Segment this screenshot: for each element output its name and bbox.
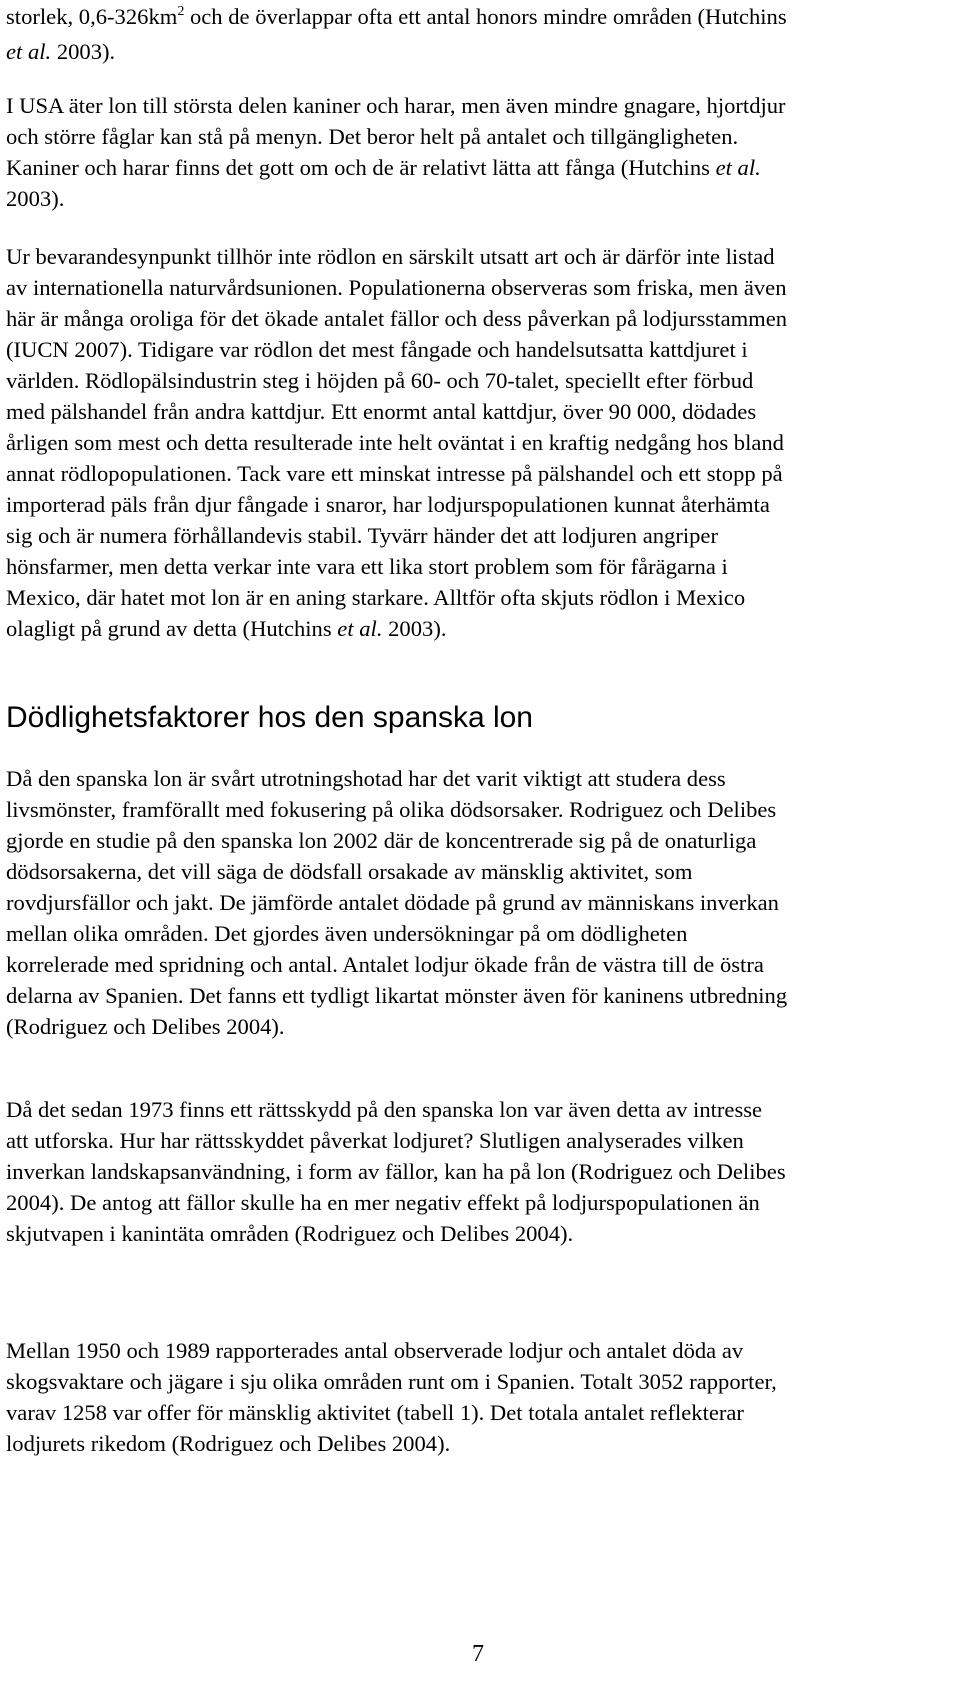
text-line: Då det sedan 1973 finns ett rättsskydd på den spanska lon var även detta av intresse (6, 1097, 763, 1122)
text-line: lodjurets rikedom (Rodriguez och Delibes 2004). (6, 1431, 451, 1456)
text-line: sig och är numera förhållandevis stabil. Tyvärr händer det att lodjuren angriper (6, 523, 718, 548)
text-line: skogsvaktare och jägare i sju olika områden runt om i Spanien. Totalt 3052 rapporter, (6, 1369, 777, 1394)
text-line: Då den spanska lon är svårt utrotningshotad har det varit viktigt att studera dess (6, 766, 726, 791)
section-heading: Dödlighetsfaktorer hos den spanska lon (6, 701, 533, 734)
text-line: av internationella naturvårdsunionen. Populationerna observeras som friska, men även (6, 275, 787, 300)
text-line: här är många oroliga för det ökade antalet fällor och dess påverkan på lodjursstammen (6, 306, 788, 331)
text-line (6, 613, 787, 644)
text-line: Mellan 1950 och 1989 rapporterades antal observerade lodjur och antalet döda av (6, 1338, 744, 1363)
text-line: skjutvapen i kanintäta områden (Rodriguez och Delibes 2004). (6, 1221, 574, 1246)
text-line: annat rödlopopulationen. Tack vare ett minskat intresse på pälshandel och ett stopp på (6, 461, 783, 486)
text-line: (IUCN 2007). Tidigare var rödlon det mest fångade och handelsutsatta kattdjuret i (6, 337, 748, 362)
text-line: Ur bevarandesynpunkt tillhör inte rödlon en särskilt utsatt art och är därför inte listad (6, 244, 775, 269)
text-line: I USA äter lon till största delen kaniner och harar, men även mindre gnagare, hjortdjur (6, 93, 786, 118)
text-line: mellan olika områden. Det gjordes även undersökningar på om dödligheten (6, 921, 688, 946)
text-segment: olagligt på grund av detta (Hutchins (6, 616, 338, 641)
text-line: att utforska. Hur har rättsskyddet påverkat lodjuret? Slutligen analyserades vilken (6, 1128, 744, 1153)
text-line (6, 36, 787, 67)
text-segment: storlek, 0,6-326km (6, 4, 178, 29)
text-line: (Rodriguez och Delibes 2004). (6, 1014, 285, 1039)
paragraph-4 (6, 763, 787, 1042)
superscript: 2 (177, 4, 185, 19)
text-line: Mexico, där hatet mot lon är en aning starkare. Alltför ofta skjuts rödlon i Mexico (6, 585, 746, 610)
paragraph-1 (6, 1, 787, 67)
text-line: världen. Rödlopälsindustrin steg i höjden på 60- och 70-talet, speciellt efter förbud (6, 368, 754, 393)
text-line: 2004). De antog att fällor skulle ha en mer negativ effekt på lodjurspopulationen än (6, 1190, 760, 1215)
paragraph-6 (6, 1335, 777, 1459)
italic-text: et al. (6, 39, 52, 64)
text-line: årligen som mest och detta resulterade inte helt oväntat i en kraftig nedgång hos bland (6, 430, 784, 455)
paragraph-3 (6, 241, 787, 644)
text-line: och större fåglar kan stå på menyn. Det beror helt på antalet och tillgängligheten. (6, 124, 739, 149)
text-line: livsmönster, framförallt med fokusering på olika dödsorsaker. Rodriguez och Delibes (6, 797, 777, 822)
text-line: korrelerade med spridning och antal. Antalet lodjur ökade från de västra till de östra (6, 952, 764, 977)
text-segment: 2003). (382, 616, 447, 641)
text-line: inverkan landskapsanvändning, i form av fällor, kan ha på lon (Rodriguez och Delibes (6, 1159, 786, 1184)
text-line: med pälshandel från andra kattdjur. Ett enormt antal kattdjur, över 90 000, dödades (6, 399, 757, 424)
text-line: hönsfarmer, men detta verkar inte vara ett lika stort problem som för fårägarna i (6, 554, 728, 579)
text-segment: och de överlappar ofta ett antal honors mindre områden (Hutchins (184, 4, 787, 29)
page-number: 7 (472, 1641, 484, 1667)
text-line: gjorde en studie på den spanska lon 2002 där de koncentrerade sig på de onaturliga (6, 828, 757, 853)
text-segment: 2003). (51, 39, 116, 64)
text-line: importerad päls från djur fångade i snaror, har lodjurspopulationen kunnat återhämta (6, 492, 770, 517)
text-line (6, 152, 786, 183)
text-line: 2003). (6, 186, 65, 211)
text-line (6, 1, 787, 36)
text-line: rovdjursfällor och jakt. De jämförde antalet dödade på grund av människans inverkan (6, 890, 779, 915)
text-line: dödsorsakerna, det vill säga de dödsfall orsakade av mänsklig aktivitet, som (6, 859, 693, 884)
paragraph-2 (6, 90, 786, 214)
text-line: delarna av Spanien. Det fanns ett tydligt likartat mönster även för kaninens utbredning (6, 983, 788, 1008)
paragraph-5 (6, 1094, 786, 1249)
italic-text: et al. (337, 616, 383, 641)
text-line: varav 1258 var offer för mänsklig aktivitet (tabell 1). Det totala antalet reflekterar (6, 1400, 744, 1425)
italic-text: et al. (715, 155, 761, 180)
text-segment: Kaniner och harar finns det gott om och de är relativt lätta att fånga (Hutchins (6, 155, 716, 180)
